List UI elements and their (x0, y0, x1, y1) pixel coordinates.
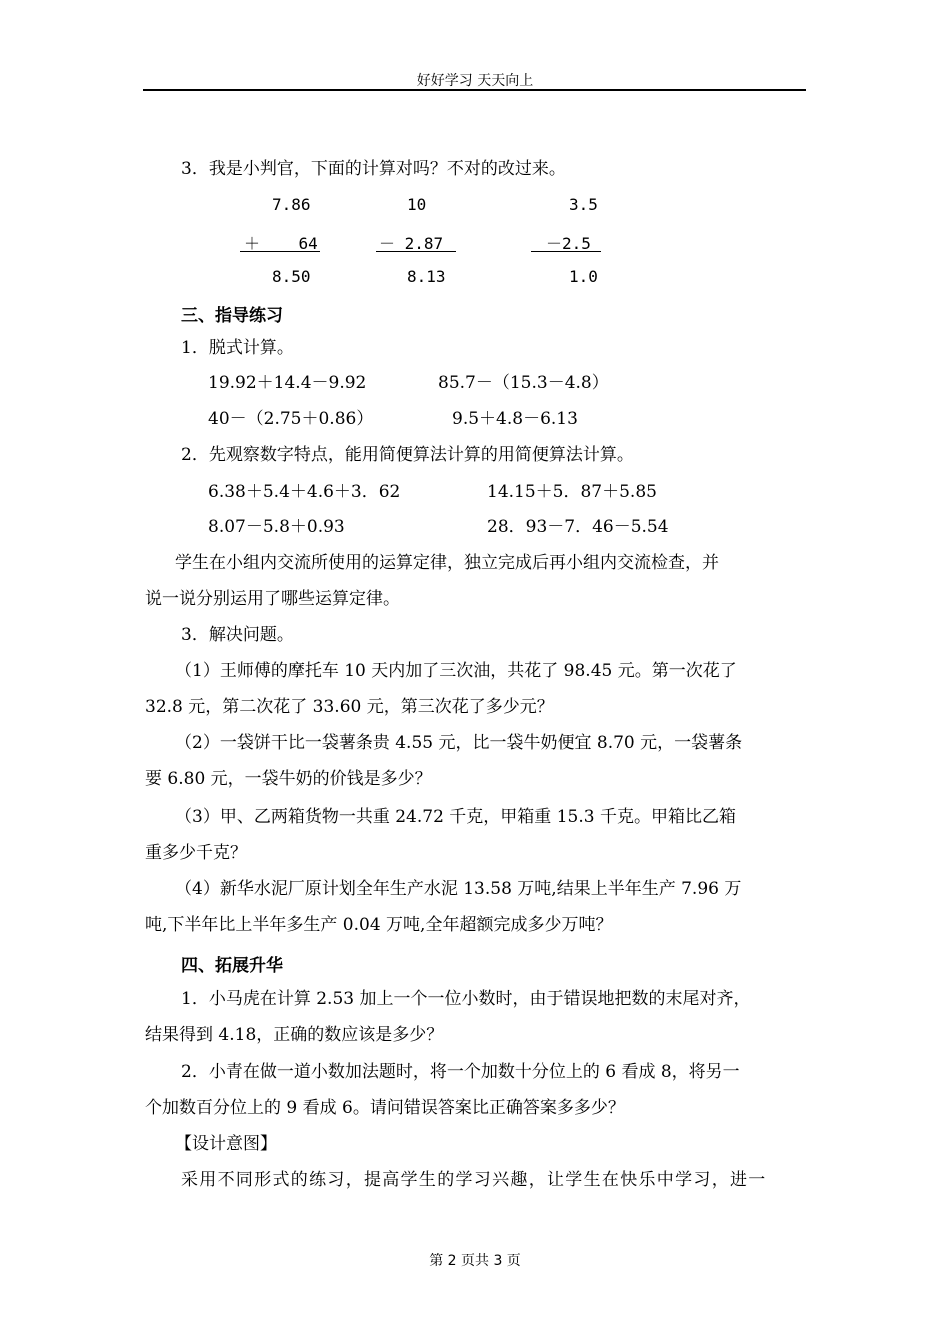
expr-1-2: 85.7－（15.3－4.8） (438, 373, 609, 393)
q3-problem1-underline (240, 251, 320, 252)
section4-heading: 四、拓展升华 (181, 956, 283, 976)
problem3-line1: （3）甲、乙两箱货物一共重 24.72 千克，甲箱重 15.3 千克。甲箱比乙箱 (175, 807, 736, 827)
expr-2-3: 8.07－5.8＋0.93 (208, 517, 345, 537)
problem3-line2: 重多少千克？ (145, 843, 247, 863)
page-number: 第 2 页共 3 页 (429, 1253, 521, 1269)
q3-problem1-operand: ＋ 64 (244, 234, 318, 253)
section3-item1-label: 1．脱式计算。 (181, 338, 294, 358)
q3-problem3-underline (531, 251, 601, 252)
section4-q1-line1: 1．小马虎在计算 2.53 加上一个一位小数时，由于错误地把数的末尾对齐， (181, 989, 751, 1009)
q3-problem3-top: 3.5 (569, 195, 598, 214)
expr-1-4: 9.5＋4.8－6.13 (452, 409, 578, 429)
expr-2-1: 6.38＋5.4＋4.6＋3．62 (208, 482, 401, 502)
q3-problem1-result: 8.50 (272, 267, 311, 286)
section3-item3-label: 3．解决问题。 (181, 625, 294, 645)
section3-para-line1: 学生在小组内交流所使用的运算定律，独立完成后再小组内交流检查，并 (175, 553, 719, 573)
section3-heading: 三、指导练习 (181, 306, 283, 326)
problem4-line1: （4）新华水泥厂原计划全年生产水泥 13.58 万吨,结果上半年生产 7.96 万 (175, 879, 742, 899)
expr-1-3: 40－（2.75＋0.86） (208, 409, 374, 429)
problem1-line2: 32.8 元，第二次花了 33.60 元，第三次花了多少元？ (145, 697, 554, 717)
section4-q1-line2: 结果得到 4.18，正确的数应该是多少？ (145, 1025, 444, 1045)
q3-prompt: 3．我是小判官，下面的计算对吗？不对的改过来。 (181, 159, 566, 179)
design-intent-label: 【设计意图】 (175, 1134, 277, 1154)
expr-2-2: 14.15＋5．87＋5.85 (487, 482, 657, 502)
section4-q2-line1: 2．小青在做一道小数加法题时，将一个加数十分位上的 6 看成 8，将另一 (181, 1062, 740, 1082)
problem4-line2: 吨,下半年比上半年多生产 0.04 万吨,全年超额完成多少万吨？ (145, 915, 613, 935)
q3-problem2-operand: － 2.87 (379, 234, 444, 253)
q3-problem1-top: 7.86 (272, 195, 311, 214)
q3-problem3-result: 1.0 (569, 267, 598, 286)
design-intent-line: 采用不同形式的练习，提高学生的学习兴趣，让学生在快乐中学习，进一 (181, 1170, 767, 1190)
q3-problem2-top: 10 (407, 195, 427, 214)
problem2-line2: 要 6.80 元，一袋牛奶的价钱是多少？ (145, 769, 432, 789)
q3-problem2-result: 8.13 (407, 267, 446, 286)
q3-problem3-operand: －2.5 (546, 234, 591, 253)
problem2-line1: （2）一袋饼干比一袋薯条贵 4.55 元，比一袋牛奶便宜 8.70 元，一袋薯条 (175, 733, 743, 753)
expr-2-4: 28．93－7．46－5.54 (487, 517, 669, 537)
expr-1-1: 19.92＋14.4－9.92 (208, 373, 367, 393)
page-header-title: 好好学习 天天向上 (416, 73, 534, 89)
problem1-line1: （1）王师傅的摩托车 10 天内加了三次油，共花了 98.45 元。第一次花了 (175, 661, 737, 681)
header-rule (143, 89, 806, 91)
q3-problem2-underline (376, 251, 456, 252)
section4-q2-line2: 个加数百分位上的 9 看成 6。请问错误答案比正确答案多多少？ (145, 1098, 625, 1118)
section3-para-line2: 说一说分别运用了哪些运算定律。 (145, 589, 400, 609)
section3-item2-label: 2．先观察数字特点，能用简便算法计算的用简便算法计算。 (181, 445, 634, 465)
